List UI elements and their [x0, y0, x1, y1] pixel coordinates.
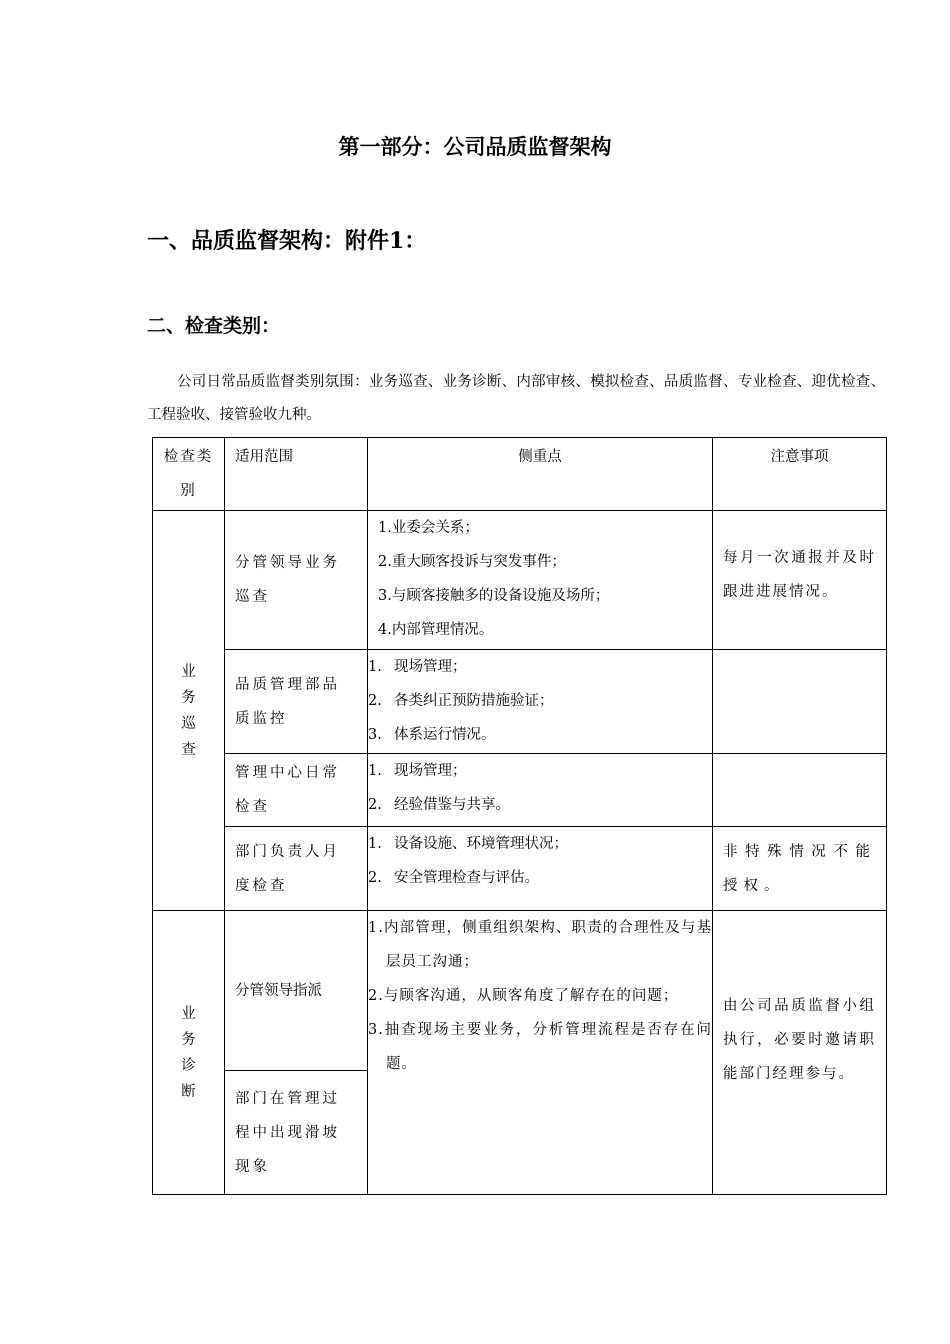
focus-cell — [368, 827, 713, 911]
note-cell — [713, 754, 887, 827]
scope-cell: 品质管理部品质监控 — [225, 650, 368, 754]
category-cell-diagnosis: 业务诊断 — [153, 911, 225, 1195]
header-category: 检查类别 — [153, 438, 225, 511]
list-item: 2. 各类纠正预防措施验证； — [368, 693, 554, 709]
list-item: 2. 经验借鉴与共享。 — [368, 797, 510, 813]
table-row — [153, 827, 887, 911]
table-row — [153, 911, 887, 1071]
note-cell — [713, 650, 887, 754]
inspection-table — [152, 437, 887, 1195]
note-cell: 每月一次通报并及时跟进进展情况。 — [713, 511, 887, 650]
focus-cell — [368, 650, 713, 754]
note-cell: 非特殊情况不能授权。 — [713, 827, 887, 911]
focus-list — [368, 511, 712, 647]
scope-cell: 部门负责人月度检查 — [225, 827, 368, 911]
list-item: 1. 现场管理； — [368, 659, 467, 675]
focus-list — [368, 754, 712, 822]
focus-list — [368, 911, 712, 1081]
list-item: 1. 设备设施、环境管理状况； — [368, 836, 568, 852]
intro-paragraph: 公司日常品质监督类别氛围：业务巡查、业务诊断、内部审核、模拟检查、品质监督、专业检查、迎优检查、工程验收、接管验收九种。 — [147, 374, 885, 423]
table-row — [153, 754, 887, 827]
focus-list — [368, 650, 712, 752]
focus-cell — [368, 511, 713, 650]
list-item: 3.抽查现场主要业务，分析管理流程是否存在问题。 — [368, 1022, 712, 1072]
list-item: 1.业委会关系； — [378, 520, 479, 536]
table-row — [153, 511, 887, 650]
list-item: 2.与顾客沟通，从顾客角度了解存在的问题； — [368, 988, 679, 1004]
focus-cell — [368, 911, 713, 1195]
table-row — [153, 650, 887, 754]
list-item: 1. 现场管理； — [368, 763, 467, 779]
header-scope: 适用范围 — [225, 438, 368, 511]
table-header-row — [153, 438, 887, 511]
header-focus: 侧重点 — [368, 438, 713, 511]
section-heading-inspection-types: 二、检查类别： — [147, 315, 281, 337]
scope-cell: 部门在管理过程中出现滑坡现象 — [225, 1071, 368, 1195]
scope-cell: 分管领导指派 — [225, 911, 368, 1071]
focus-cell — [368, 754, 713, 827]
page-title: 第一部分：公司品质监督架构 — [338, 135, 612, 159]
scope-cell: 分管领导业务巡查 — [225, 511, 368, 650]
scope-cell: 管理中心日常检查 — [225, 754, 368, 827]
section-heading-architecture: 一、品质监督架构：附件1： — [147, 228, 427, 254]
header-notes: 注意事项 — [713, 438, 887, 511]
focus-list — [368, 827, 712, 895]
category-cell-patrol: 业务巡查 — [153, 511, 225, 911]
list-item: 3. 体系运行情况。 — [368, 727, 496, 743]
list-item: 2.重大顾客投诉与突发事件； — [378, 554, 566, 570]
list-item: 3.与顾客接触多的设备设施及场所； — [378, 588, 610, 604]
note-cell: 由公司品质监督小组执行，必要时邀请职能部门经理参与。 — [713, 911, 887, 1195]
list-item: 2. 安全管理检查与评估。 — [368, 870, 539, 886]
list-item: 4.内部管理情况。 — [378, 622, 494, 638]
list-item: 1.内部管理，侧重组织架构、职责的合理性及与基层员工沟通； — [368, 920, 712, 970]
